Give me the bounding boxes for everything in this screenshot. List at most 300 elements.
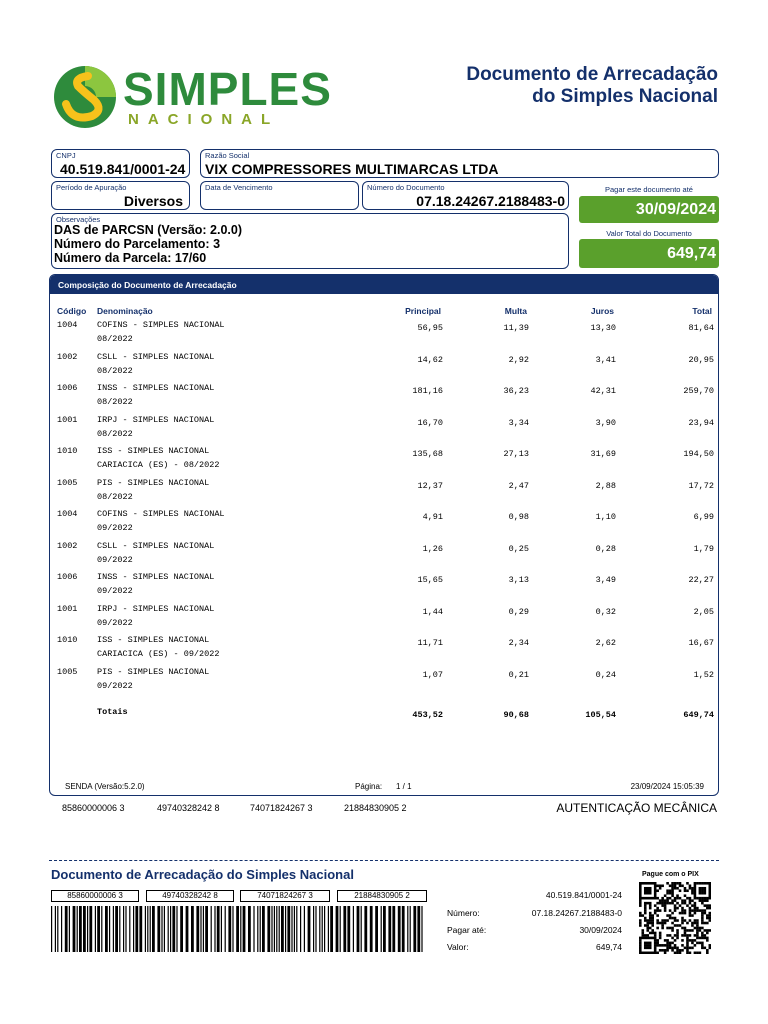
qr-module <box>696 952 699 954</box>
barcode-bar <box>77 906 78 952</box>
barcode-bar <box>176 906 177 952</box>
qr-module <box>654 892 657 895</box>
qr-module <box>644 917 647 920</box>
cnpj-box <box>51 149 190 178</box>
qr-module <box>656 914 659 917</box>
qr-module <box>671 889 674 892</box>
qr-module <box>659 932 662 935</box>
cell-denominacao: IRPJ - SIMPLES NACIONAL <box>97 414 215 425</box>
qr-module <box>674 884 677 887</box>
qr-module <box>654 904 657 907</box>
qr-module <box>666 892 669 895</box>
qr-module <box>686 897 689 900</box>
code-4: 21884830905 2 <box>344 803 407 813</box>
qr-module <box>704 897 707 900</box>
cell-principal: 12,37 <box>417 480 443 491</box>
qr-module <box>649 937 652 940</box>
qr-module <box>656 902 659 905</box>
qr-module <box>649 907 652 910</box>
qr-module <box>666 927 669 930</box>
barcode-bar <box>340 906 341 952</box>
qr-module <box>664 949 667 952</box>
qr-module <box>649 917 652 920</box>
qr-module <box>646 902 649 905</box>
qr-module <box>694 907 697 910</box>
cell-juros: 13,30 <box>590 323 616 333</box>
qr-module <box>701 914 704 917</box>
qr-module <box>661 944 664 947</box>
barcode-bar <box>240 906 241 952</box>
barcode-bar <box>398 906 401 952</box>
qr-module <box>659 949 662 952</box>
qr-module <box>666 889 669 892</box>
qr-module <box>664 894 667 897</box>
qr-module <box>696 919 699 922</box>
qr-module <box>694 892 697 895</box>
qr-module <box>696 909 699 912</box>
table-row <box>50 635 719 666</box>
qr-module <box>689 887 692 890</box>
th-juros: Juros <box>590 306 614 316</box>
barcode-bar <box>276 906 277 952</box>
qr-module <box>671 917 674 920</box>
qr-module <box>669 909 672 912</box>
cell-juros: 31,69 <box>590 449 616 459</box>
cell-multa: 36,23 <box>503 386 529 396</box>
qr-module <box>679 904 682 907</box>
qr-module <box>684 912 687 915</box>
qr-module <box>706 899 709 902</box>
qr-module <box>651 924 654 927</box>
qr-module <box>654 894 657 897</box>
barcode-bar <box>119 906 120 952</box>
qr-module <box>664 899 667 902</box>
stub-numero-label: Número: <box>447 908 480 918</box>
cell-total: 17,72 <box>688 480 714 491</box>
cell-multa: 3,34 <box>508 417 529 428</box>
qr-module <box>686 949 689 952</box>
autenticacao-mecanica: AUTENTICAÇÃO MECÂNICA <box>556 801 717 815</box>
qr-module <box>669 897 672 900</box>
qr-module <box>649 944 652 947</box>
qr-module <box>686 947 689 950</box>
qr-module <box>639 892 642 895</box>
qr-module <box>691 887 694 890</box>
stub-code-3: 74071824267 3 <box>240 890 330 902</box>
qr-module <box>684 894 687 897</box>
qr-module <box>666 947 669 950</box>
qr-module <box>694 912 697 915</box>
barcode-bar <box>383 906 386 952</box>
qr-module <box>689 952 692 954</box>
qr-module <box>689 907 692 910</box>
qr-module <box>641 914 644 917</box>
cell-juros: 2,88 <box>595 480 616 491</box>
cell-total: 1,52 <box>693 669 714 680</box>
totais-row <box>50 707 719 738</box>
qr-module <box>674 887 677 890</box>
vencimento-box <box>200 181 359 210</box>
qr-module <box>641 937 644 940</box>
cell-denominacao-line2: 08/2022 <box>97 365 133 376</box>
th-denominacao: Denominação <box>97 306 153 316</box>
composicao-title: Composição do Documento de Arrecadação <box>50 275 718 294</box>
qr-module <box>644 942 647 945</box>
qr-module <box>649 902 652 905</box>
barcode-bar <box>370 906 373 952</box>
qr-module <box>669 944 672 947</box>
vencimento-label: Data de Vencimento <box>205 183 273 192</box>
barcode-bar <box>347 906 350 952</box>
qr-module <box>654 934 657 937</box>
table-row <box>50 509 719 540</box>
qr-module <box>699 927 702 930</box>
qr-module <box>681 917 684 920</box>
barcode-bar <box>253 906 254 952</box>
qr-module <box>689 934 692 937</box>
barcode-bar <box>257 906 258 952</box>
qr-module <box>679 882 682 885</box>
razao-value: VIX COMPRESSORES MULTIMARCAS LTDA <box>205 161 499 177</box>
qr-module <box>691 909 694 912</box>
qr-module <box>701 932 704 935</box>
qr-module <box>639 912 642 915</box>
qr-module <box>674 939 677 942</box>
cell-codigo: 1006 <box>57 572 78 582</box>
qr-module <box>646 897 649 900</box>
barcode-bar <box>262 906 265 952</box>
qr-module <box>644 889 647 892</box>
qr-module <box>661 924 664 927</box>
composicao-table <box>49 274 719 796</box>
qr-module <box>709 907 711 910</box>
qr-module <box>694 904 697 907</box>
qr-module <box>699 882 702 885</box>
qr-module <box>709 944 711 947</box>
qr-module <box>701 927 704 930</box>
qr-module <box>671 949 674 952</box>
qr-module <box>696 924 699 927</box>
cell-denominacao: CSLL - SIMPLES NACIONAL <box>97 351 215 362</box>
barcode-bar <box>125 906 126 952</box>
qr-module <box>664 909 667 912</box>
qr-module <box>646 944 649 947</box>
barcode-bar <box>61 906 62 952</box>
qr-module <box>684 887 687 890</box>
qr-module <box>646 889 649 892</box>
barcode-bar <box>413 906 416 952</box>
totais-juros: 105,54 <box>585 710 616 720</box>
qr-module <box>684 919 687 922</box>
barcode-bar <box>248 906 251 952</box>
barcode-bar <box>57 906 58 952</box>
qr-module <box>699 937 702 940</box>
qr-module <box>701 892 704 895</box>
qr-module <box>706 952 709 954</box>
qr-module <box>679 912 682 915</box>
qr-module <box>694 897 697 900</box>
qr-module <box>684 899 687 902</box>
stub-pagar: 30/09/2024 <box>579 925 622 935</box>
barcode-bar <box>308 906 311 952</box>
pagina-label: Página: <box>355 782 383 791</box>
qr-module <box>689 929 692 932</box>
barcode-bar <box>89 906 92 952</box>
qr-module <box>646 882 649 885</box>
stub-pagar-label: Pagar até: <box>447 925 487 935</box>
cell-denominacao: PIS - SIMPLES NACIONAL <box>97 477 210 488</box>
qr-module <box>709 887 711 890</box>
barcode-bar <box>324 906 325 952</box>
cell-denominacao: ISS - SIMPLES NACIONAL <box>97 635 210 645</box>
th-principal: Principal <box>405 306 441 316</box>
qr-module <box>651 917 654 920</box>
cell-denominacao-line2: 08/2022 <box>97 334 133 344</box>
qr-module <box>699 897 702 900</box>
qr-module <box>644 912 647 915</box>
qr-module <box>709 897 711 900</box>
th-codigo: Código <box>57 306 87 316</box>
barcode-bar <box>129 906 130 952</box>
qr-module <box>671 929 674 932</box>
barcode-bar <box>291 906 292 952</box>
qr-module <box>654 952 657 954</box>
qr-module <box>689 909 692 912</box>
qr-module <box>644 924 647 927</box>
qr-module <box>701 889 704 892</box>
qr-module <box>681 939 684 942</box>
cell-denominacao-line2: 08/2022 <box>97 397 133 407</box>
barcode-bar <box>55 906 56 952</box>
qr-module <box>664 952 667 954</box>
qr-module <box>706 914 709 917</box>
qr-module <box>691 892 694 895</box>
qr-module <box>696 882 699 885</box>
barcode-bar <box>357 906 360 952</box>
qr-module <box>639 904 642 907</box>
qr-module <box>664 907 667 910</box>
barcode-bar <box>417 906 420 952</box>
qr-module <box>661 884 664 887</box>
barcode-bar <box>336 906 339 952</box>
qr-module <box>646 927 649 930</box>
qr-module <box>704 947 707 950</box>
qr-module <box>656 884 659 887</box>
qr-module <box>676 902 679 905</box>
cell-total: 2,05 <box>693 606 714 617</box>
barcode-bar <box>51 906 52 952</box>
qr-module <box>656 939 659 942</box>
barcode-bar <box>228 906 231 952</box>
barcode-bar <box>83 906 86 952</box>
pix-qr-code[interactable] <box>639 882 711 954</box>
periodo-box <box>51 181 190 210</box>
qr-module <box>644 892 647 895</box>
qr-module <box>671 922 674 925</box>
cell-juros: 42,31 <box>590 386 616 396</box>
table-row <box>50 320 719 351</box>
qr-module <box>666 919 669 922</box>
barcode-bar <box>147 906 148 952</box>
qr-module <box>639 919 642 922</box>
qr-module <box>666 942 669 945</box>
valor-label: Valor Total do Documento <box>606 229 692 238</box>
code-1: 85860000006 3 <box>62 803 125 813</box>
qr-module <box>706 882 709 885</box>
qr-module <box>689 919 692 922</box>
qr-module <box>646 934 649 937</box>
periodo-value: Diversos <box>123 193 183 209</box>
cell-denominacao-line2: 09/2022 <box>97 586 133 596</box>
qr-module <box>641 934 644 937</box>
qr-module <box>649 882 652 885</box>
barcode-bar <box>200 906 201 952</box>
qr-module <box>681 919 684 922</box>
qr-module <box>649 889 652 892</box>
qr-module <box>679 889 682 892</box>
qr-module <box>686 952 689 954</box>
qr-module <box>701 887 704 890</box>
qr-module <box>701 899 704 902</box>
qr-module <box>674 944 677 947</box>
valor-value: 649,74 <box>579 239 719 268</box>
cell-multa: 2,34 <box>508 638 529 648</box>
qr-module <box>681 944 684 947</box>
barcode-bar <box>109 906 110 952</box>
barcode-bar <box>73 906 76 952</box>
qr-module <box>646 919 649 922</box>
qr-module <box>644 902 647 905</box>
qr-module <box>704 904 707 907</box>
qr-module <box>639 939 642 942</box>
table-row <box>50 478 719 509</box>
qr-module <box>691 939 694 942</box>
cell-principal: 14,62 <box>417 354 443 365</box>
qr-module <box>679 949 682 952</box>
qr-module <box>676 949 679 952</box>
qr-module <box>686 929 689 932</box>
cell-denominacao-line2: 09/2022 <box>97 554 133 565</box>
cell-principal: 16,70 <box>417 417 443 428</box>
table-row <box>50 415 719 446</box>
cell-denominacao-line2: 09/2022 <box>97 680 133 691</box>
stub-code-4: 21884830905 2 <box>337 890 427 902</box>
qr-module <box>709 917 711 920</box>
qr-module <box>706 917 709 920</box>
qr-module <box>676 952 679 954</box>
qr-module <box>676 887 679 890</box>
qr-module <box>701 882 704 885</box>
qr-module <box>704 912 707 915</box>
qr-module <box>676 934 679 937</box>
qr-module <box>654 947 657 950</box>
qr-module <box>684 927 687 930</box>
qr-module <box>699 942 702 945</box>
qr-module <box>694 934 697 937</box>
qr-module <box>649 892 652 895</box>
qr-module <box>641 897 644 900</box>
qr-module <box>681 949 684 952</box>
qr-module <box>644 887 647 890</box>
cell-principal: 1,07 <box>422 669 443 680</box>
cell-codigo: 1001 <box>57 414 78 425</box>
qr-module <box>681 927 684 930</box>
cell-codigo: 1004 <box>57 320 78 330</box>
qr-module <box>701 922 704 925</box>
qr-module <box>639 897 642 900</box>
cell-multa: 3,13 <box>508 575 529 585</box>
qr-module <box>654 944 657 947</box>
qr-module <box>651 922 654 925</box>
qr-module <box>661 927 664 930</box>
cell-juros: 2,62 <box>595 638 616 648</box>
qr-module <box>674 952 677 954</box>
qr-module <box>639 942 642 945</box>
qr-module <box>639 914 642 917</box>
barcode-bar <box>214 906 215 952</box>
qr-module <box>661 922 664 925</box>
qr-module <box>691 922 694 925</box>
totais-total: 649,74 <box>683 710 714 720</box>
qr-module <box>654 909 657 912</box>
qr-module <box>674 919 677 922</box>
qr-module <box>649 912 652 915</box>
qr-module <box>696 929 699 932</box>
barcode-bar <box>296 906 297 952</box>
qr-module <box>681 934 684 937</box>
cnpj-value: 40.519.841/0001-24 <box>60 161 186 177</box>
totais-multa: 90,68 <box>503 710 529 720</box>
qr-module <box>666 949 669 952</box>
barcode-bar <box>294 906 295 952</box>
qr-module <box>699 899 702 902</box>
qr-module <box>646 924 649 927</box>
cell-multa: 27,13 <box>503 449 529 459</box>
qr-module <box>684 932 687 935</box>
qr-module <box>651 882 654 885</box>
qr-module <box>649 942 652 945</box>
barcode-bar <box>361 906 362 952</box>
barcode-bar <box>392 906 395 952</box>
barcode-bar <box>328 906 329 952</box>
cell-multa: 0,29 <box>508 606 529 617</box>
qr-module <box>639 937 642 940</box>
qr-module <box>666 914 669 917</box>
simples-logo-icon <box>52 64 118 130</box>
code-2: 49740328242 8 <box>157 803 220 813</box>
qr-module <box>686 937 689 940</box>
qr-module <box>706 932 709 935</box>
totais-label: Totais <box>97 707 128 717</box>
obs-line2: Número do Parcelamento: 3 <box>54 237 221 251</box>
qr-module <box>699 929 702 932</box>
qr-module <box>649 927 652 930</box>
qr-module <box>639 902 642 905</box>
qr-module <box>661 902 664 905</box>
totais-principal: 453,52 <box>412 710 443 720</box>
qr-module <box>656 952 659 954</box>
qr-module <box>671 942 674 945</box>
cell-codigo: 1005 <box>57 666 78 677</box>
qr-module <box>671 927 674 930</box>
qr-module <box>669 892 672 895</box>
pagar-value: 30/09/2024 <box>579 196 719 223</box>
barcode-bar <box>101 906 102 952</box>
cell-codigo: 1002 <box>57 351 78 362</box>
qr-module <box>669 917 672 920</box>
qr-module <box>691 947 694 950</box>
qr-module <box>709 914 711 917</box>
